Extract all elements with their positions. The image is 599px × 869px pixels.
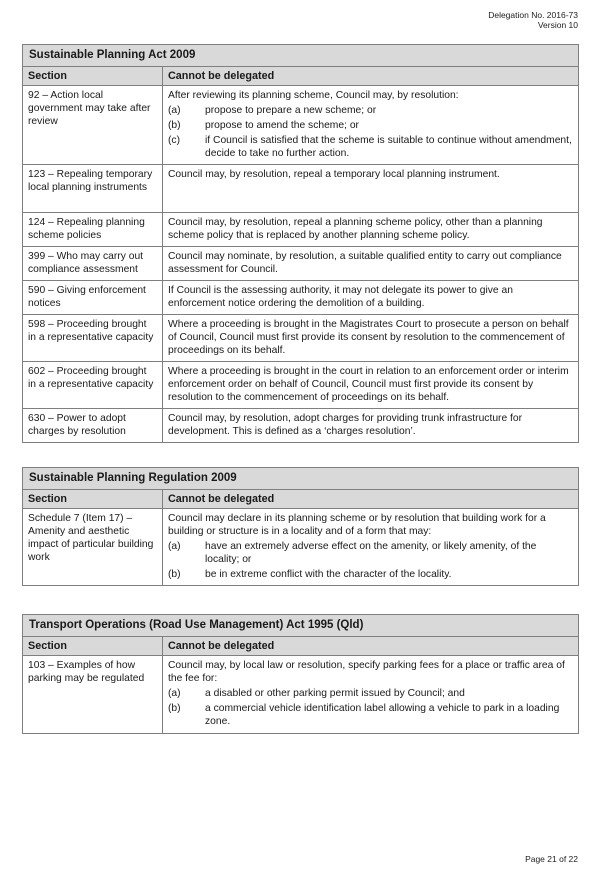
section-cell: 103 – Examples of how parking may be regulated: [23, 656, 163, 734]
section-cell: 602 – Proceeding brought in a representative capacity: [23, 362, 163, 409]
transport-operations-act-table: [22, 614, 579, 734]
section-cell: Schedule 7 (Item 17) – Amenity and aesthetic impact of particular building work: [23, 509, 163, 586]
list-item: [168, 104, 573, 117]
table-row: [23, 213, 579, 247]
column-header-cannot-delegate: Cannot be delegated: [163, 67, 579, 86]
restriction-cell: Where a proceeding is brought in the Magistrates Court to prosecute a person on behalf of Council, Council must first provide its consent by resolution to the commencement of proceedings on its behalf.: [163, 315, 579, 362]
restriction-text: Council may declare in its planning scheme or by resolution that building work for a building or structure is in a locality and of a form that may:: [168, 513, 546, 537]
item-text: be in extreme conflict with the character of the locality.: [205, 569, 452, 580]
restriction-cell: [163, 86, 579, 165]
table-row: [23, 86, 579, 165]
column-header-section: Section: [23, 67, 163, 86]
restriction-text: After reviewing its planning scheme, Council may, by resolution:: [168, 90, 459, 101]
list-item: [168, 134, 573, 160]
restriction-cell: If Council is the assessing authority, it may not delegate its power to give an enforcement notice ordering the demolition of a building.: [163, 281, 579, 315]
item-text: propose to prepare a new scheme; or: [205, 105, 377, 116]
table-row: [23, 165, 579, 213]
table-title: Sustainable Planning Act 2009: [23, 45, 579, 67]
column-header-section: Section: [23, 490, 163, 509]
restriction-cell: Council may nominate, by resolution, a suitable qualified entity to carry out compliance assessment for Council.: [163, 247, 579, 281]
item-label: (a): [168, 688, 181, 699]
section-cell: 598 – Proceeding brought in a representative capacity: [23, 315, 163, 362]
version-label: Version 10: [537, 20, 578, 30]
table-title: Sustainable Planning Regulation 2009: [23, 468, 579, 490]
item-label: (b): [168, 569, 181, 580]
list-item: [168, 119, 573, 132]
table-row: [23, 362, 579, 409]
column-header-section: Section: [23, 637, 163, 656]
section-cell: 590 – Giving enforcement notices: [23, 281, 163, 315]
page-number: Page 21 of 22: [525, 854, 578, 864]
section-cell: 124 – Repealing planning scheme policies: [23, 213, 163, 247]
item-text: if Council is satisfied that the scheme is suitable to continue without amendment, decide to take no further action.: [205, 135, 572, 159]
restriction-cell: Where a proceeding is brought in the court in relation to an enforcement order or interim enforcement order on behalf of Council, Council must first provide its consent by resolution to the commencement of proceedings on its behalf.: [163, 362, 579, 409]
item-label: (a): [168, 105, 181, 116]
item-text: have an extremely adverse effect on the amenity, or likely amenity, of the locality; or: [205, 541, 537, 565]
section-cell: 123 – Repealing temporary local planning instruments: [23, 165, 163, 213]
item-label: (c): [168, 135, 181, 146]
list-item: [168, 568, 573, 581]
item-text: a disabled or other parking permit issued by Council; and: [205, 688, 465, 699]
table-row: [23, 409, 579, 443]
table-row: [23, 656, 579, 734]
table-row: [23, 315, 579, 362]
table-title: Transport Operations (Road Use Management) Act 1995 (Qld): [23, 615, 579, 637]
table-row: [23, 509, 579, 586]
section-cell: 630 – Power to adopt charges by resolution: [23, 409, 163, 443]
section-cell: 399 – Who may carry out compliance assessment: [23, 247, 163, 281]
item-text: a commercial vehicle identification label allowing a vehicle to park in a loading zone.: [205, 703, 560, 727]
document-header: [488, 10, 578, 30]
item-label: (b): [168, 120, 181, 131]
restriction-cell: [163, 509, 579, 586]
list-item: [168, 687, 573, 700]
restriction-cell: Council may, by resolution, adopt charges for providing trunk infrastructure for development. This is defined as a ‘charges resolution’.: [163, 409, 579, 443]
restriction-cell: [163, 656, 579, 734]
restriction-cell: Council may, by resolution, repeal a temporary local planning instrument.: [163, 165, 579, 213]
section-cell: 92 – Action local government may take after review: [23, 86, 163, 165]
restriction-cell: Council may, by resolution, repeal a planning scheme policy, other than a planning scheme policy that is replaced by another planning scheme policy.: [163, 213, 579, 247]
item-label: (b): [168, 703, 181, 714]
list-item: [168, 540, 573, 566]
column-header-cannot-delegate: Cannot be delegated: [163, 637, 579, 656]
list-item: [168, 702, 573, 728]
delegation-number: Delegation No. 2016-73: [488, 10, 578, 20]
sustainable-planning-regulation-table: [22, 467, 579, 586]
table-row: [23, 247, 579, 281]
column-header-cannot-delegate: Cannot be delegated: [163, 490, 579, 509]
item-text: propose to amend the scheme; or: [205, 120, 359, 131]
sustainable-planning-act-table: [22, 44, 579, 443]
restriction-text: Council may, by local law or resolution, specify parking fees for a place or traffic area of the fee for:: [168, 660, 565, 684]
table-row: [23, 281, 579, 315]
item-label: (a): [168, 541, 181, 552]
